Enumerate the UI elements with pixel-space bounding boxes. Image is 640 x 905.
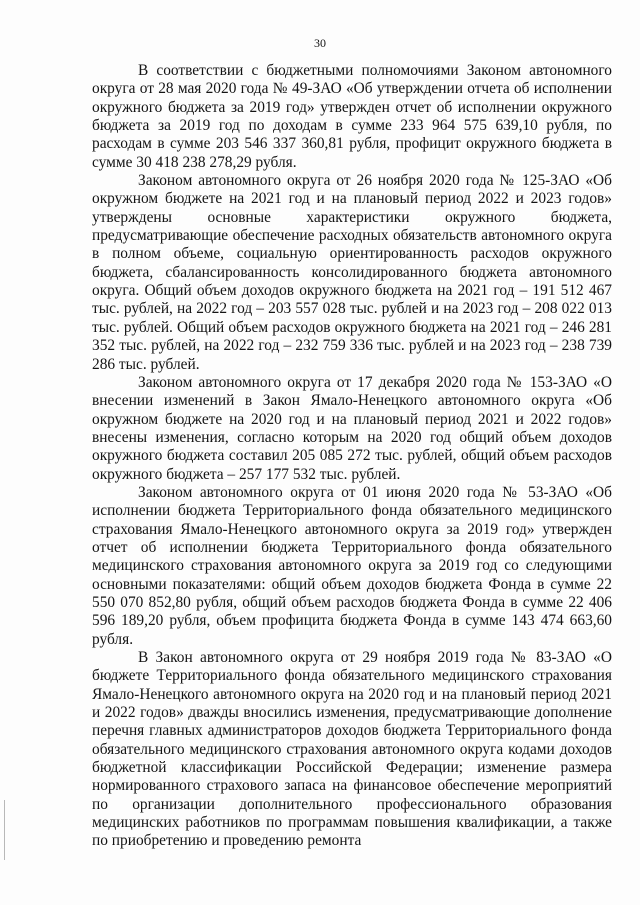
paragraph-fund-report-2019: Законом автономного округа от 01 июня 2020 года № 53-ЗАО «Об исполнении бюджета Территориального фонда обязательного медицинского страхования Ямало-Ненецкого автономного округа за 2019 год» утвержден отчет об исполнении бюджета Территориального фонда обязательного медицинского страхования автономного округа за 2019 год со следующими основными показателями: общий объем доходов бюджета Фонда в сумме 22 550 070 852,80 рубля, общий объем расходов бюджета Фонда в сумме 22 406 596 189,20 рубля, объем профицита бюджета Фонда в сумме 143 474 663,60 рубля. [92, 483, 612, 648]
paragraph-fund-budget-2020: В Закон автономного округа от 29 ноября 2019 года № 83-ЗАО «О бюджете Территориального фонда обязательного медицинского страхования Ямало-Ненецкого автономного округа на 2020 год и на плановый период 2021 и 2022 годов» дважды вносились изменения, предусматривающие дополнение перечня главных администраторов доходов бюджета Территориального фонда обязательного медицинского страхования автономного округа кодами доходов бюджетной классификации Российской Федерации; изменение размера нормированного страхового запаса на финансовое обеспечение мероприятий по организации дополнительного профессионального образования медицинских работников по программам повышения квалификации, а также по приобретению и проведению ремонта [92, 649, 612, 850]
paragraph-budget-2021-2023: Законом автономного округа от 26 ноября 2020 года № 125-ЗАО «Об окружном бюджете на 2021 год и на плановый период 2022 и 2023 годов» утверждены основные характеристики окружного бюджета, предусматривающие обеспечение расходных обязательств автономного округа в полном объеме, социальную ориентированность расходов окружного бюджета, сбалансированность консолидированного бюджета автономного округа. Общий объем доходов окружного бюджета на 2021 год – 191 512 467 тыс. рублей, на 2022 год – 203 557 028 тыс. рублей и на 2023 год – 208 022 013 тыс. рублей. Общий объем расходов окружного бюджета на 2021 год – 246 281 352 тыс. рублей, на 2022 год – 232 759 336 тыс. рублей и на 2023 год – 238 739 286 тыс. рублей. [92, 172, 612, 373]
paragraph-budget-amendments-2020: Законом автономного округа от 17 декабря 2020 года № 153-ЗАО «О внесении изменений в Закон Ямало-Ненецкого автономного округа «Об окружном бюджете на 2020 год и на плановый период 2021 и 2022 годов» внесены изменения, согласно которым на 2020 год общий объем доходов окружного бюджета составил 205 085 272 тыс. рублей, общий объем расходов окружного бюджета – 257 177 532 тыс. рублей. [92, 373, 612, 483]
page-number: 30 [314, 36, 326, 50]
document-body [92, 62, 612, 851]
scan-edge-line [4, 800, 5, 860]
paragraph-budget-report-2019: В соответствии с бюджетными полномочиями Законом автономного округа от 28 мая 2020 года № 49-ЗАО «Об утверждении отчета об исполнении окружного бюджета за 2019 год» утвержден отчет об исполнении окружного бюджета за 2019 год по доходам в сумме 233 964 575 639,10 рубля, по расходам в сумме 203 546 337 360,81 рубля, профицит окружного бюджета в сумме 30 418 238 278,29 рубля. [92, 62, 612, 171]
